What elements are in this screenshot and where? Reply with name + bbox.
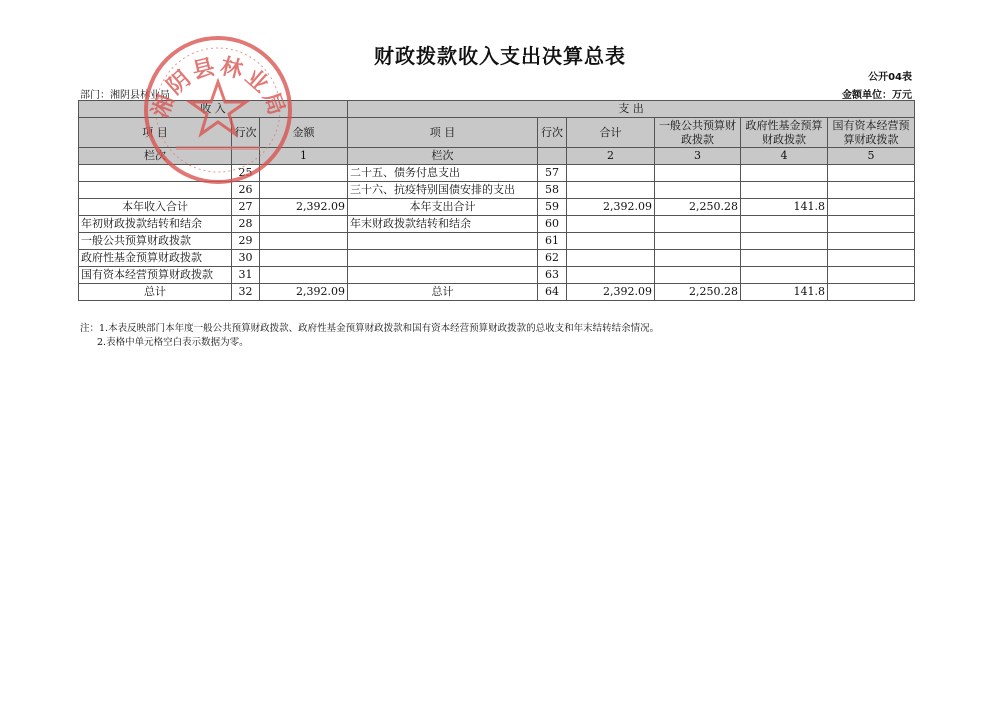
col-2-label: 2 xyxy=(567,148,655,165)
star-icon xyxy=(190,82,246,134)
state-capital-amount xyxy=(828,267,915,284)
expense-line: 61 xyxy=(538,233,567,250)
income-amount: 2,392.09 xyxy=(260,284,348,301)
expense-header: 支 出 xyxy=(348,101,915,118)
note-2: 2.表格中单元格空白表示数据为零。 xyxy=(97,337,249,348)
expense-line: 59 xyxy=(538,199,567,216)
total-amount xyxy=(567,250,655,267)
table-row xyxy=(79,233,915,250)
expense-line-col-label xyxy=(538,148,567,165)
total-amount xyxy=(567,267,655,284)
expense-line: 58 xyxy=(538,182,567,199)
gov-fund-amount: 141.8 xyxy=(741,284,828,301)
note-1: 注：1.本表反映部门本年度一般公共预算财政拨款、政府性基金预算财政拨款和国有资本经营预算财政拨款的总收支和年末结转结余情况。 xyxy=(80,323,660,334)
total-header: 合计 xyxy=(567,118,655,148)
expense-item: 三十六、抗疫特别国债安排的支出 xyxy=(348,182,538,199)
general-amount: 2,250.28 xyxy=(655,199,741,216)
general-amount xyxy=(655,165,741,182)
department-label: 部门：湘阴县林业局 xyxy=(80,90,170,101)
income-line: 26 xyxy=(232,182,260,199)
income-item: 国有资本经营预算财政拨款 xyxy=(79,267,232,284)
total-amount xyxy=(567,182,655,199)
income-amount xyxy=(260,267,348,284)
gov-fund-amount xyxy=(741,250,828,267)
income-line: 27 xyxy=(232,199,260,216)
expense-item: 年末财政拨款结转和结余 xyxy=(348,216,538,233)
income-item: 本年收入合计 xyxy=(79,199,232,216)
income-item: 年初财政拨款结转和结余 xyxy=(79,216,232,233)
gov-fund-amount: 141.8 xyxy=(741,199,828,216)
seal-text: 湘阴县林业局 xyxy=(147,53,291,122)
income-column-label: 栏次 xyxy=(79,148,232,165)
expense-item-header: 项 目 xyxy=(348,118,538,148)
income-item: 一般公共预算财政拨款 xyxy=(79,233,232,250)
gov-fund-header: 政府性基金预算财政拨款 xyxy=(741,118,828,148)
general-amount: 2,250.28 xyxy=(655,284,741,301)
income-line: 25 xyxy=(232,165,260,182)
general-amount xyxy=(655,233,741,250)
unit-label: 金额单位：万元 xyxy=(842,90,912,101)
gov-fund-amount xyxy=(741,216,828,233)
income-line-header: 行次 xyxy=(232,118,260,148)
gov-fund-amount xyxy=(741,182,828,199)
col-4-label: 4 xyxy=(741,148,828,165)
total-amount xyxy=(567,216,655,233)
state-capital-amount xyxy=(828,216,915,233)
state-capital-amount xyxy=(828,182,915,199)
total-amount xyxy=(567,233,655,250)
table-row xyxy=(79,216,915,233)
state-capital-amount xyxy=(828,250,915,267)
expense-item xyxy=(348,250,538,267)
income-amount-header: 金额 xyxy=(260,118,348,148)
general-budget-header: 一般公共预算财政拨款 xyxy=(655,118,741,148)
expense-line: 63 xyxy=(538,267,567,284)
income-item: 总计 xyxy=(79,284,232,301)
expense-line: 64 xyxy=(538,284,567,301)
income-line: 28 xyxy=(232,216,260,233)
official-seal xyxy=(138,30,298,190)
income-line: 32 xyxy=(232,284,260,301)
expense-line: 60 xyxy=(538,216,567,233)
general-amount xyxy=(655,182,741,199)
state-capital-amount xyxy=(828,199,915,216)
income-line: 30 xyxy=(232,250,260,267)
income-line: 31 xyxy=(232,267,260,284)
col-5-label: 5 xyxy=(828,148,915,165)
table-row xyxy=(79,199,915,216)
income-item: 政府性基金预算财政拨款 xyxy=(79,250,232,267)
gov-fund-amount xyxy=(741,233,828,250)
general-amount xyxy=(655,250,741,267)
gov-fund-amount xyxy=(741,267,828,284)
expense-item xyxy=(348,267,538,284)
page-title: 财政拨款收入支出决算总表 xyxy=(374,44,626,68)
state-capital-amount xyxy=(828,165,915,182)
income-amount xyxy=(260,233,348,250)
total-amount xyxy=(567,165,655,182)
expense-item: 总计 xyxy=(348,284,538,301)
income-item-header: 项 目 xyxy=(79,118,232,148)
form-code: 公开04表 xyxy=(868,72,912,83)
table-row xyxy=(79,267,915,284)
table-row-total xyxy=(79,284,915,301)
total-amount: 2,392.09 xyxy=(567,284,655,301)
income-amount xyxy=(260,250,348,267)
state-capital-amount xyxy=(828,284,915,301)
expense-item: 二十五、债务付息支出 xyxy=(348,165,538,182)
col-3-label: 3 xyxy=(655,148,741,165)
table-row xyxy=(79,250,915,267)
expense-line: 57 xyxy=(538,165,567,182)
income-amount xyxy=(260,216,348,233)
income-amount: 2,392.09 xyxy=(260,199,348,216)
income-line: 29 xyxy=(232,233,260,250)
general-amount xyxy=(655,216,741,233)
state-capital-header: 国有资本经营预算财政拨款 xyxy=(828,118,915,148)
state-capital-amount xyxy=(828,233,915,250)
notes xyxy=(80,322,659,350)
expense-line: 62 xyxy=(538,250,567,267)
income-header: 收 入 xyxy=(79,101,348,118)
total-amount: 2,392.09 xyxy=(567,199,655,216)
expense-item xyxy=(348,233,538,250)
col-1-label: 1 xyxy=(260,148,348,165)
expense-line-header: 行次 xyxy=(538,118,567,148)
gov-fund-amount xyxy=(741,165,828,182)
general-amount xyxy=(655,267,741,284)
expense-column-label: 栏次 xyxy=(348,148,538,165)
expense-item: 本年支出合计 xyxy=(348,199,538,216)
